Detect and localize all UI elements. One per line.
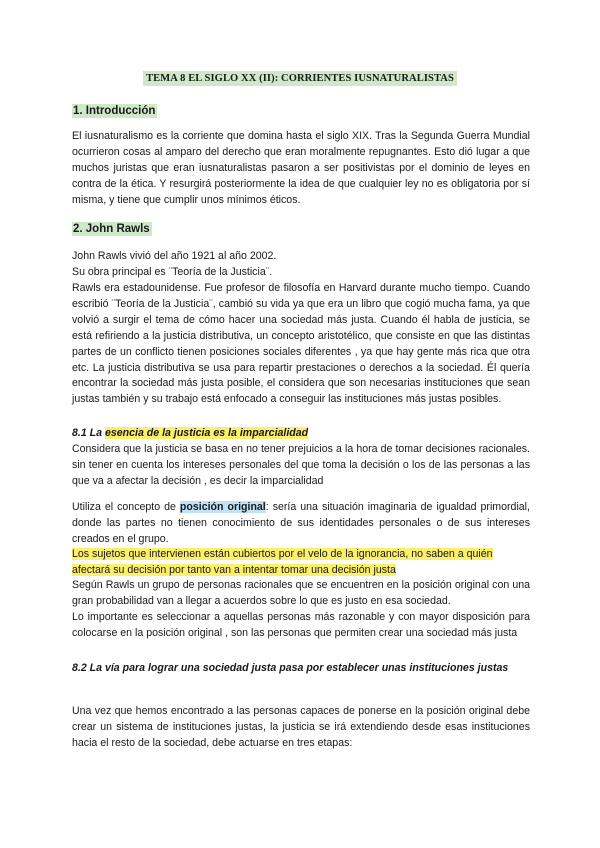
rawls-intro-lines: [72, 249, 530, 281]
imparcialidad-paragraph: Considera que la justicia se basa en no tener prejuicios a la hora de tomar decisiones racionales. sin tener en cuenta los intereses personales del que toma la decisión o los de las personas a las que va a afectar la decisión , es decir la imparcialidad: [72, 443, 530, 487]
title-wrap: [0, 68, 600, 86]
rawls-paragraph: Rawls era estadounidense. Fue profesor de filosofía en Harvard durante mucho tiempo. Cuando escribió ¨Teoría de la Justicia¨, cambió su vida ya que era un libro que cogió mucha fama, ya que volvió a surgir el tema de cómo hacer una sociedad más justa. Cuando él habla de justicia, se está refiriendo a la justicia distributiva, un concepto aristotélico, que consiste en que las distintas partes de un conflicto tienen posiciones sociales diferentes , ya que hay gente más rica que otra etc. La justicia distributiva se usa para repartir prestaciones o derechos a la sociedad. Él quería encontrar la sociedad más justa posible, el considera que son necesarias instituciones que sean justas también y su trabajo está enfocado a conseguir las instituciones más justas posibles.: [72, 282, 530, 406]
introduccion-paragraph: El iusnaturalismo es la corriente que domina hasta el siglo XIX. Tras la Segunda Guerra Mundial ocurrieron cosas al amparo del derecho que eran moralmente repugnantes. Esto dió lugar a que muchos juristas que eran iusnaturalistas pasaron a ser positivistas por el dominio de leyes en contra de la ética. Y resurgirá posteriormente la idea de que cualquier ley no es obligatoria por sí misma, y tiene que cumplir unos mínimos éticos.: [72, 130, 530, 206]
rawls-work-line: Su obra principal es ¨Teoría de la Justicia¨.: [72, 265, 273, 278]
heading-8-1-highlight: esencia de la justicia es la imparcialidad: [104, 427, 309, 439]
posicion-original-paragraph: [72, 500, 530, 548]
posicion-after: : sería una situación imaginaria de igualdad primordial, donde las partes no tienen conocimiento de sus identidades personales o de sus intereses creados en el grupo.: [72, 501, 530, 545]
section-heading-john-rawls: 2. John Rawls: [73, 223, 150, 235]
rawls-life-line: John Rawls vivió del año 1921 al año 2002.: [72, 250, 277, 262]
section-heading-8-2: 8.2 La vía para lograr una sociedad justa pasa por establecer unas instituciones justas: [72, 662, 509, 674]
posicion-before: Utiliza el concepto de: [72, 501, 180, 513]
velo-ignorancia-highlight: [72, 547, 530, 579]
section-heading-8-1: [72, 426, 530, 442]
velo-line-2: afectará su decisión por tanto van a intentar tomar una decisión justa: [72, 563, 396, 576]
lo-importante-paragraph: Lo importante es seleccionar a aquellas personas más razonable y con mayor disposición para colocarse en la posición original , son las personas que permiten crear una sociedad más justa: [72, 611, 530, 639]
section-heading-introduccion: 1. Introducción: [73, 105, 156, 117]
segun-rawls-paragraph: Según Rawls un grupo de personas racionales que se encuentren en la posición original con una gran probabilidad van a llegar a acuerdos sobre lo que es justo en esa sociedad.: [72, 579, 530, 607]
posicion-original-term: posición original: [179, 501, 266, 513]
document-title: TEMA 8 EL SIGLO XX (II): CORRIENTES IUSNATURALISTAS: [143, 71, 457, 86]
velo-line-1: Los sujetos que intervienen están cubiertos por el velo de la ignorancia, no saben a quién: [72, 548, 493, 560]
heading-8-1-prefix: 8.1 La: [72, 427, 105, 439]
instituciones-paragraph: Una vez que hemos encontrado a las personas capaces de ponerse en la posición original debe crear un sistema de instituciones justas, la justicia se irá extendiendo desde esas instituciones hacia el resto de la sociedad, debe actuarse en tres etapas:: [72, 705, 530, 749]
